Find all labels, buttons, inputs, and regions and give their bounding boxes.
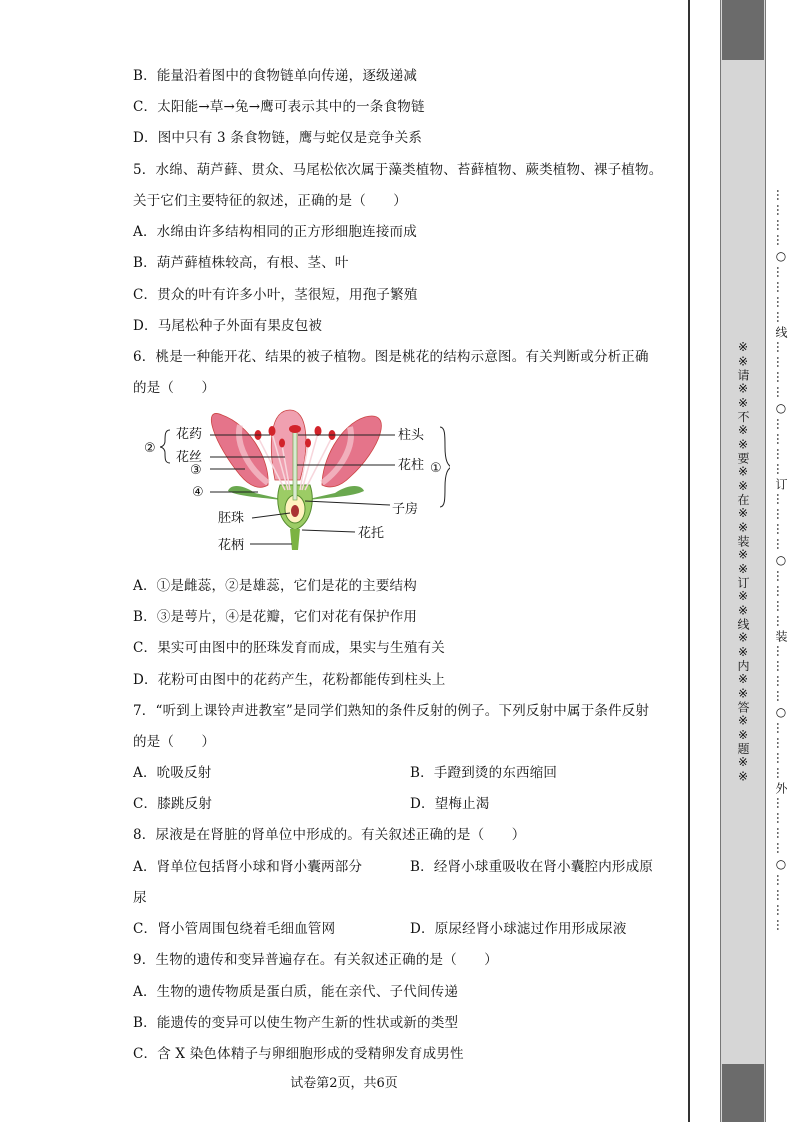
binding-warning-text: ※※请※※不※※要※※在※※装※※订※※线※※内※※答※※题※※	[736, 340, 750, 784]
pedicel	[290, 529, 300, 550]
ovule	[291, 505, 299, 517]
label-4: ④	[192, 485, 204, 500]
question-7-option-d: D．望梅止渴	[410, 796, 490, 812]
question-6-stem: 的是（ ）	[133, 380, 216, 396]
label-2: ②	[144, 441, 156, 456]
question-8-option-c: C．肾小管周围包绕着毛细血管网	[133, 921, 336, 937]
question-5-stem: 5．水绵、葫芦藓、贯众、马尾松依次属于藻类植物、苔藓植物、蕨类植物、裸子植物。	[133, 162, 663, 178]
question-7-option-a: A．吮吸反射	[133, 765, 212, 781]
label-1: ①	[430, 461, 442, 476]
question-5-stem: 关于它们主要特征的叙述，正确的是（ ）	[133, 193, 407, 209]
label-receptacle: 花托	[358, 526, 385, 541]
question-8-option-b-continued: 尿	[133, 890, 147, 906]
seal-line-text: …………○…………线…………○…………订…………○…………装…………○…………外…………○…………	[774, 188, 788, 934]
question-6-option-b: B．③是萼片，④是花瓣，它们对花有保护作用	[133, 609, 418, 625]
option-line: C．太阳能→草→兔→鹰可表示其中的一条食物链	[133, 99, 425, 115]
label-pedicel: 花柄	[218, 538, 245, 553]
petal-center	[271, 410, 306, 480]
question-8-option-b: B．经肾小球重吸收在肾小囊腔内形成原	[410, 859, 654, 875]
question-7-stem: 7．“听到上课铃声进教室”是同学们熟知的条件反射的例子。下列反射中属于条件反射	[133, 703, 650, 719]
option-line: B．能量沿着图中的食物链单向传递，逐级递减	[133, 68, 418, 84]
question-7-option-b: B．手蹬到烫的东西缩回	[410, 765, 558, 781]
question-5-option-d: D．马尾松种子外面有果皮包被	[133, 318, 323, 334]
brace-stamen	[160, 430, 170, 463]
label-anther: 花药	[176, 427, 203, 442]
question-9-option-b: B．能遗传的变异可以使生物产生新的性状或新的类型	[133, 1015, 459, 1031]
label-ovary: 子房	[392, 502, 419, 517]
option-line: D．图中只有 3 条食物链，鹰与蛇仅是竞争关系	[133, 130, 423, 146]
question-8-option-a: A．肾单位包括肾小球和肾小囊两部分	[133, 859, 363, 875]
label-3: ③	[190, 463, 202, 478]
binding-border	[688, 0, 690, 1122]
binding-strip-bottom-block	[722, 1064, 764, 1122]
question-7-stem: 的是（ ）	[133, 734, 216, 750]
label-stigma: 柱头	[398, 428, 425, 443]
question-5-option-a: A．水绵由许多结构相同的正方形细胞连接而成	[133, 224, 417, 240]
question-8-options-row2	[133, 920, 627, 938]
question-8-options-row1	[133, 858, 654, 876]
label-ovule: 胚珠	[218, 511, 245, 526]
question-9-stem: 9．生物的遗传和变异普遍存在。有关叙述正确的是（ ）	[133, 952, 498, 968]
page-footer: 试卷第2页，共6页	[290, 1076, 398, 1091]
peach-flower-diagram	[140, 405, 450, 555]
label-filament: 花丝	[176, 450, 203, 465]
question-7-option-c: C．膝跳反射	[133, 796, 213, 812]
question-7-options-row1	[133, 764, 558, 782]
question-7-options-row2	[133, 795, 490, 813]
question-6-stem: 6．桃是一种能开花、结果的被子植物。图是桃花的结构示意图。有关判断或分析正确	[133, 349, 649, 365]
pistil-style	[293, 430, 297, 500]
question-6-option-d: D．花粉可由图中的花药产生，花粉都能传到柱头上	[133, 672, 446, 688]
question-6-option-c: C．果实可由图中的胚珠发育而成，果实与生殖有关	[133, 640, 445, 656]
question-8-stem: 8．尿液是在肾脏的肾单位中形成的。有关叙述正确的是（ ）	[133, 827, 526, 843]
stigma	[289, 425, 301, 433]
question-9-option-a: A．生物的遗传物质是蛋白质，能在亲代、子代间传递	[133, 984, 459, 1000]
question-8-option-d: D．原尿经肾小球滤过作用形成尿液	[410, 921, 627, 937]
label-style: 花柱	[398, 458, 425, 473]
question-6-option-a: A．①是雌蕊，②是雄蕊，它们是花的主要结构	[133, 578, 417, 594]
question-5-option-b: B．葫芦藓植株较高，有根、茎、叶	[133, 255, 349, 271]
question-9-option-c: C．含 X 染色体精子与卵细胞形成的受精卵发育成男性	[133, 1046, 464, 1062]
question-5-option-c: C．贯众的叶有许多小叶，茎很短，用孢子繁殖	[133, 287, 418, 303]
binding-strip-top-block	[722, 0, 764, 60]
